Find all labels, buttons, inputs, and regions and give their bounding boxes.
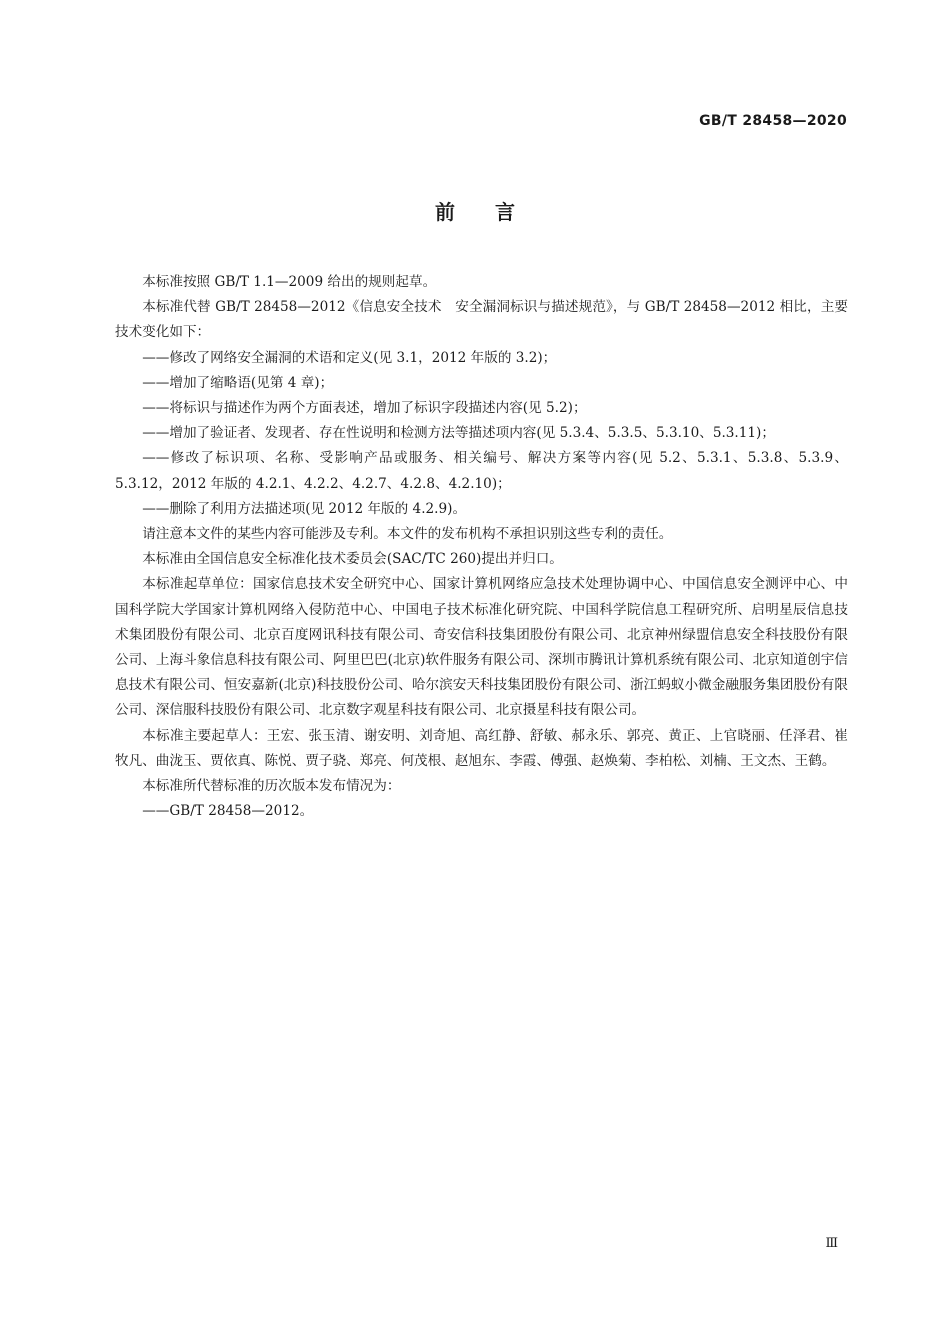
change-item: ——修改了网络安全漏洞的术语和定义(见 3.1，2012 年版的 3.2)； xyxy=(142,349,557,366)
change-item: ——增加了缩略语(见第 4 章)； xyxy=(142,374,334,391)
paragraph-history-intro: 本标准所代替标准的历次版本发布情况为： xyxy=(142,778,401,795)
change-item: ——增加了验证者、发现者、存在性说明和检测方法等描述项内容(见 5.3.4、5.3.5、5.3.10、5.3.11)； xyxy=(142,425,775,442)
paragraph-drafting-units: 本标准起草单位：国家信息技术安全研究中心、国家计算机网络应急技术处理协调中心、中国信息安全测评中心、中国科学院大学国家计算机网络入侵防范中心、中国电子技术标准化研究院、中国科学院信息工程研究所、启明星辰信息技术集团股份有限公司、北京百度网讯科技有限公司、奇安信科技集团股份有限公司、北京神州绿盟信息安全科技股份有限公司、上海斗象信息科技有限公司、阿里巴巴(北京)软件服务有限公司、深圳市腾讯计算机系统有限公司、北京知道创宇信息技术有限公司、恒安嘉新(北京)科技股份公司、哈尔滨安天科技集团股份有限公司、浙江蚂蚁小微金融服务集团股份有限公司、深信服科技股份有限公司、北京数字观星科技有限公司、北京摄星科技有限公司。 xyxy=(115,576,848,719)
change-item: ——删除了利用方法描述项(见 2012 年版的 4.2.9)。 xyxy=(142,500,467,517)
paragraph-drafting-rules: 本标准按照 GB/T 1.1—2009 给出的规则起草。 xyxy=(142,274,437,290)
change-item: ——修改了标识项、名称、受影响产品或服务、相关编号、解决方案等内容(见 5.2、5.3.1、5.3.8、5.3.9、5.3.12，2012 年版的 4.2.1、4.2.2、4.2.7、4.2.8、4.2.10)； xyxy=(115,450,848,492)
paragraph-drafters: 本标准主要起草人：王宏、张玉清、谢安明、刘奇旭、高红静、舒敏、郝永乐、郭亮、黄正、上官晓丽、任泽君、崔牧凡、曲泷玉、贾依真、陈悦、贾子骁、郑亮、何茂根、赵旭东、李霞、傅强、赵焕菊、李柏松、刘楠、王文杰、王鹤。 xyxy=(115,727,848,769)
history-item: ——GB/T 28458—2012。 xyxy=(142,803,314,820)
change-item: ——将标识与描述作为两个方面表述，增加了标识字段描述内容(见 5.2)； xyxy=(142,400,587,417)
page-number: Ⅲ xyxy=(825,1236,838,1251)
paragraph-patent-notice: 请注意本文件的某些内容可能涉及专利。本文件的发布机构不承担识别这些专利的责任。 xyxy=(142,526,673,543)
page-title: 前言 xyxy=(435,200,555,224)
paragraph-proposer: 本标准由全国信息安全标准化技术委员会(SAC/TC 260)提出并归口。 xyxy=(142,551,563,568)
document-body xyxy=(115,270,848,824)
standard-code: GB/T 28458—2020 xyxy=(699,113,847,129)
paragraph-replaces: 本标准代替 GB/T 28458—2012《信息安全技术 安全漏洞标识与描述规范》，与 GB/T 28458—2012 相比，主要技术变化如下： xyxy=(115,299,848,341)
